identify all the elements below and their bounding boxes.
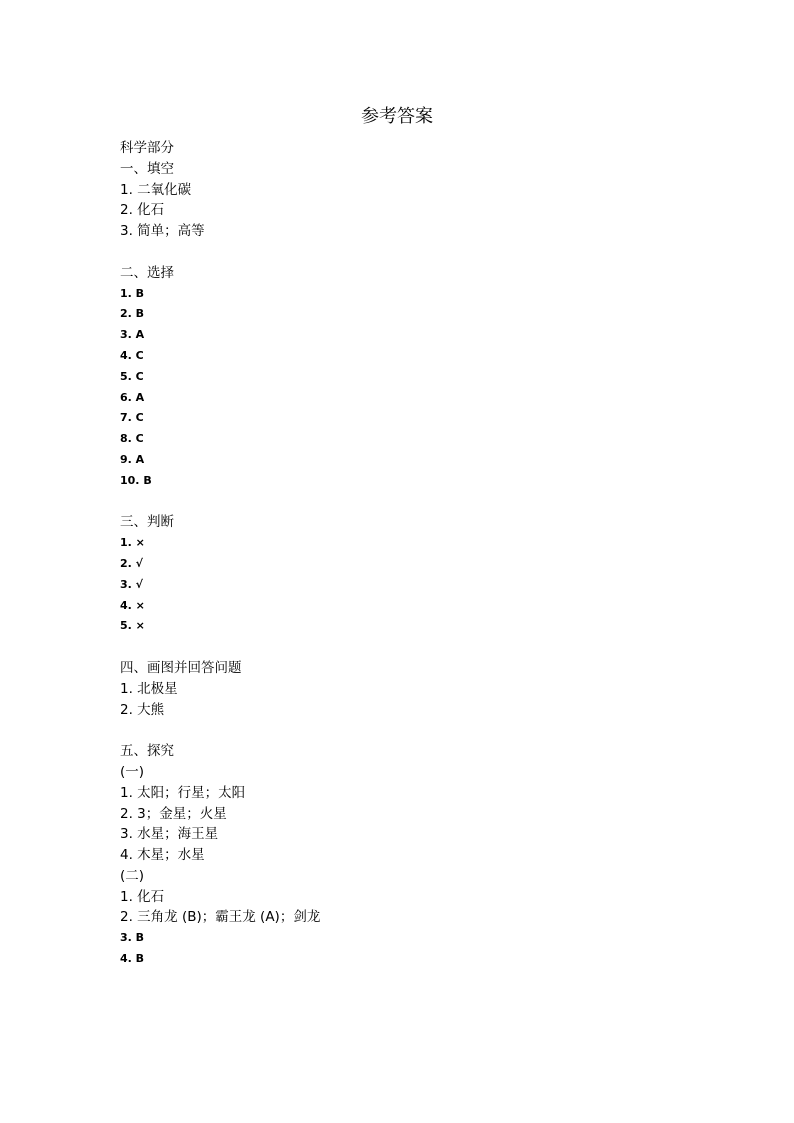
subsection-heading: (二)	[120, 867, 145, 884]
answer-item: 10. B	[120, 473, 152, 487]
answer-item: 4. C	[120, 348, 144, 362]
answer-item: 5. ×	[120, 619, 145, 633]
answer-item: 3. B	[120, 931, 145, 945]
answer-item: 8. C	[120, 432, 144, 446]
answer-item: 1. B	[120, 286, 145, 300]
answer-item: 1. 太阳；行星；太阳	[120, 784, 246, 801]
answer-item: 4. 木星；水星	[120, 847, 205, 864]
spacer	[120, 720, 720, 741]
spacer	[120, 637, 720, 658]
subsection-heading: (一)	[120, 763, 145, 780]
page-title: 参考答案	[361, 106, 433, 127]
section-heading-explore: 五、探究	[120, 743, 174, 760]
answer-item: 6. A	[120, 390, 145, 404]
section-heading-draw: 四、画图并回答问题	[120, 659, 242, 676]
answer-item: 2. √	[120, 556, 143, 570]
answer-item: 3. 水星；海王星	[120, 826, 219, 843]
answer-item: 4. B	[120, 952, 145, 966]
answer-item: 2. 三角龙 (B)；霸王龙 (A)；剑龙	[120, 909, 321, 926]
section-heading-judge: 三、判断	[120, 514, 174, 531]
answer-item: 2. 化石	[120, 202, 165, 219]
answer-item: 1. 北极星	[120, 680, 178, 697]
answer-item: 1. 二氧化碳	[120, 181, 192, 198]
answer-item: 3. A	[120, 328, 145, 342]
answer-item: 2. 3；金星；火星	[120, 805, 227, 822]
answer-item: 3. 简单；高等	[120, 223, 205, 240]
answer-item: 4. ×	[120, 598, 145, 612]
section-heading-fill: 一、填空	[120, 160, 174, 177]
answer-item: 9. A	[120, 452, 145, 466]
answer-item: 3. √	[120, 577, 143, 591]
answer-item: 2. B	[120, 307, 145, 321]
spacer	[120, 492, 720, 513]
answer-item: 2. 大熊	[120, 701, 165, 718]
answer-content	[120, 138, 720, 970]
spacer	[120, 242, 720, 263]
answer-item: 5. C	[120, 369, 144, 383]
part-heading: 科学部分	[120, 140, 174, 156]
answer-item: 1. ×	[120, 536, 145, 550]
answer-item: 7. C	[120, 411, 144, 425]
section-heading-choice: 二、选择	[120, 264, 174, 281]
answer-item: 1. 化石	[120, 888, 165, 905]
